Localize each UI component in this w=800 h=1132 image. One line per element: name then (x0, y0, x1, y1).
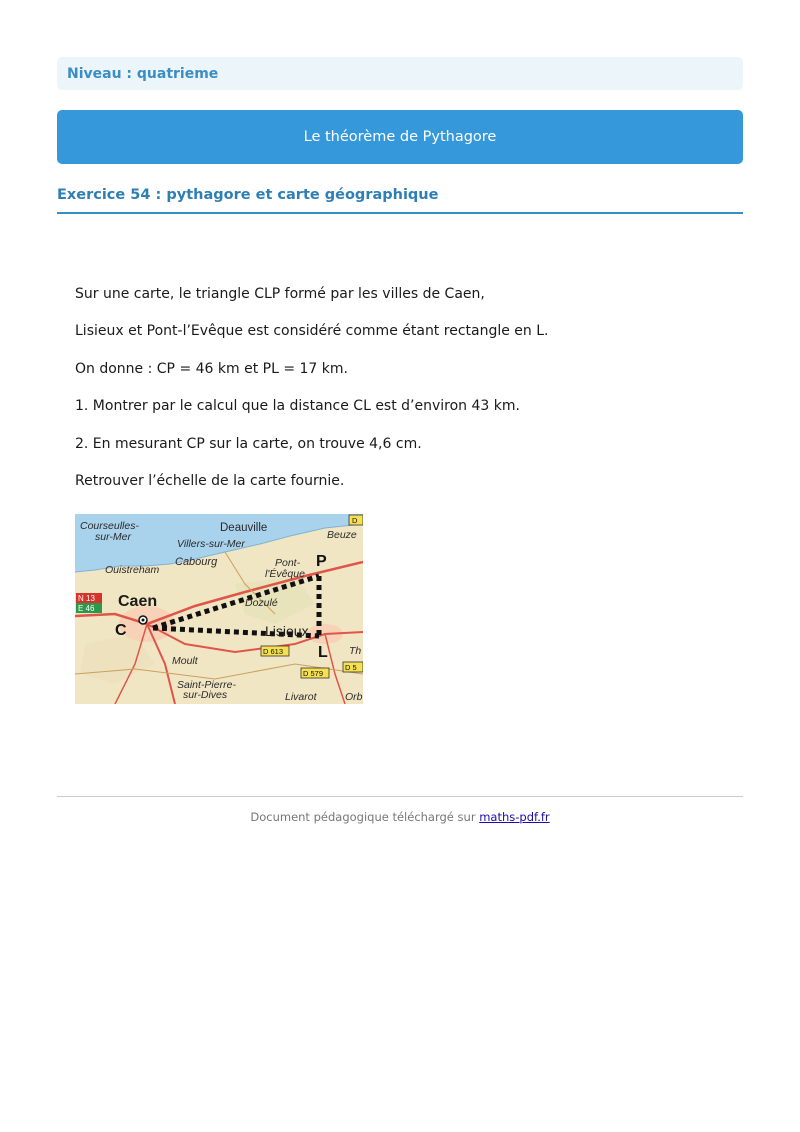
place-th: Th (349, 645, 362, 657)
sign-d5-text: D 5 (345, 663, 357, 672)
sign-e46-text: E 46 (78, 604, 95, 613)
banner-title: Le théorème de Pythagore (303, 129, 497, 145)
level-label: Niveau : quatrieme (67, 65, 219, 82)
footer (0, 810, 800, 824)
place-ouistreham: Ouistreham (105, 564, 160, 576)
statement-line: Retrouver l’échelle de la carte fournie. (75, 472, 345, 489)
place-cabourg: Cabourg (175, 556, 218, 568)
place-orb: Orb (345, 691, 363, 703)
exercise-statement (75, 283, 635, 507)
sign-n13-text: N 13 (78, 594, 95, 603)
sign-d-top-text: D (352, 516, 358, 525)
place-villers: Villers-sur-Mer (177, 538, 245, 550)
map-svg (75, 514, 363, 704)
place-moult: Moult (172, 655, 198, 667)
place-courseulles-2: sur-Mer (95, 531, 131, 543)
place-deauville: Deauville (220, 522, 268, 534)
place-pont: Pont- (275, 557, 301, 569)
level-box (57, 57, 743, 90)
caen-marker-dot (142, 619, 145, 622)
footer-divider (57, 796, 743, 797)
place-saint-pierre-2: sur-Dives (183, 689, 228, 701)
place-caen: Caen (118, 593, 158, 610)
footer-text: Document pédagogique téléchargé sur (250, 810, 480, 824)
title-banner (57, 110, 743, 164)
place-lisieux: Lisieux (265, 623, 309, 639)
vertex-c: C (115, 622, 127, 639)
exercise-heading (57, 184, 743, 214)
statement-line: Lisieux et Pont-l’Evêque est considéré comme étant rectangle en L. (75, 323, 549, 340)
place-pont-2: l'Évêque (265, 568, 305, 580)
statement-line: 1. Montrer par le calcul que la distance CL est d’environ 43 km. (75, 398, 520, 415)
place-beuze: Beuze (327, 529, 357, 541)
place-dozule: Dozulé (245, 597, 278, 609)
statement-line: On donne : CP = 46 km et PL = 17 km. (75, 360, 348, 377)
place-livarot: Livarot (285, 691, 317, 703)
vertex-l: L (318, 644, 328, 661)
sign-d613-text: D 613 (263, 647, 284, 656)
place-courseulles: Courseulles- (80, 520, 139, 532)
statement-line: 2. En mesurant CP sur la carte, on trouve 4,6 cm. (75, 435, 422, 452)
map-image (75, 514, 363, 704)
vertex-p: P (316, 553, 327, 570)
sign-d579-text: D 579 (303, 669, 324, 678)
place-saint-pierre: Saint-Pierre- (177, 679, 236, 691)
statement-line: Sur une carte, le triangle CLP formé par les villes de Caen, (75, 286, 485, 302)
footer-link[interactable]: maths-pdf.fr (479, 810, 550, 824)
exercise-title: Exercice 54 : pythagore et carte géographique (57, 187, 439, 203)
